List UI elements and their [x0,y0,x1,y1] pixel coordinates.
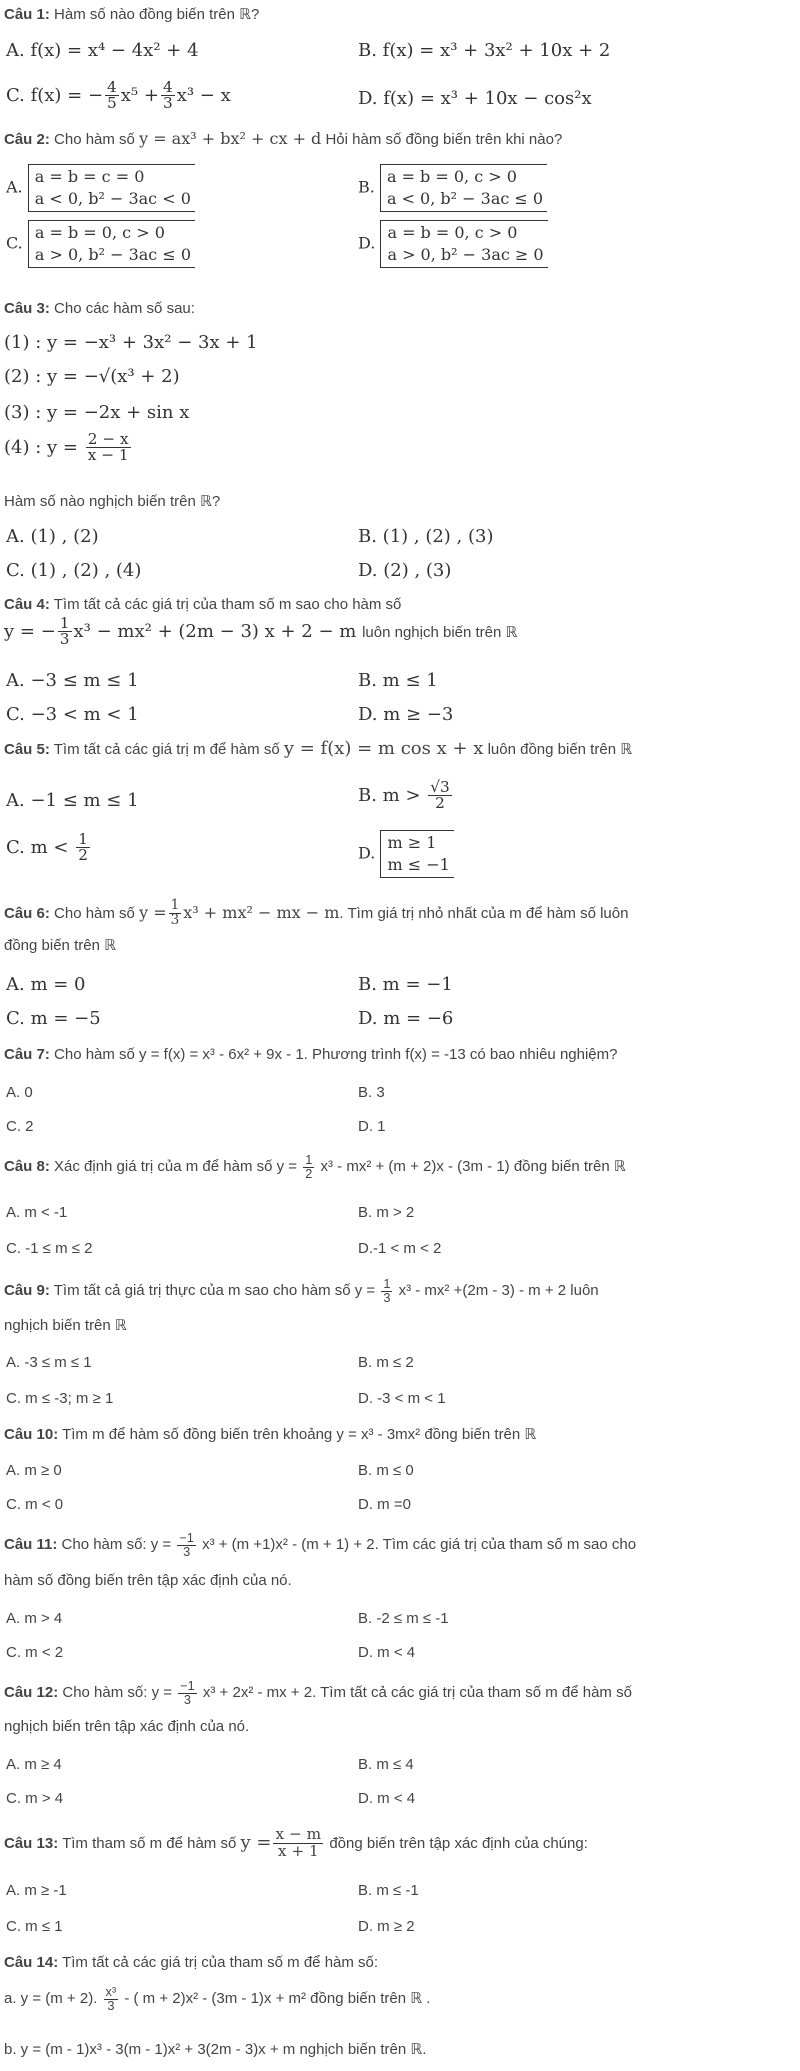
function-part: y = [240,1832,272,1853]
denominator: 3 [383,1289,391,1305]
question-7 [4,1044,792,1066]
option-c: C. −3 < m < 1 [6,704,139,725]
condition-line: a < 0, b² − 3ac < 0 [34,189,191,208]
fraction [178,1677,197,1707]
question-1 [4,4,792,26]
option-a: A. m < -1 [6,1204,68,1221]
option-b [358,780,454,812]
denominator: 3 [162,94,173,113]
option-b: B. f(x) = x³ + 3x² + 10x + 2 [358,40,611,61]
option-c: C. -1 ≤ m ≤ 2 [6,1240,93,1257]
option-a: A. f(x) = x⁴ − 4x² + 4 [6,40,199,61]
option-a [6,164,195,212]
function-expression [240,1825,326,1860]
option-c: C. (1) , (2) , (4) [6,560,142,581]
condition-line: m ≤ −1 [387,855,450,874]
denominator: 3 [183,1691,191,1707]
question-11 [4,1530,792,1560]
system-bracket [380,220,547,268]
option-b [358,164,547,212]
denominator: 2 [435,794,445,813]
option-a: A. −3 ≤ m ≤ 1 [6,670,139,691]
system-bracket [380,164,547,212]
question-label: Câu 1: [4,6,50,23]
system-bracket [28,164,195,212]
option-c: C. 2 [6,1118,34,1135]
option-d: D. m = −6 [358,1008,454,1029]
question-4 [4,594,792,616]
question-label: Câu 4: [4,596,50,613]
question-text: x³ - mx² + (m + 2)x - (3m - 1) đồng biến trên ℝ [320,1158,626,1175]
option-a: A. -3 ≤ m ≤ 1 [6,1354,92,1371]
function-expression: y = f(x) = m cos x + x [283,738,484,759]
option-prefix: B. [358,177,375,197]
sub-question-part: - ( m + 2)x² - (3m - 1)x + m² đồng biến trên ℝ . [124,1990,431,2007]
question-text: Hàm số nào đồng biến trên ℝ? [54,6,260,23]
question-text: x³ + (m +1)x² - (m + 1) + 2. Tìm các giá trị của tham số m sao cho [202,1536,637,1553]
question-text: Hỏi hàm số đồng biến trên khi nào? [325,131,563,148]
fraction [161,80,175,112]
question-text: Tìm tham số m để hàm số [62,1835,237,1852]
option-d: D. m ≥ 2 [358,1918,415,1935]
condition-line: a = b = c = 0 [34,167,145,186]
numerator: x − m [275,1825,322,1844]
function-expression [4,616,517,648]
sub-question-a [4,1982,430,2016]
fraction [76,832,90,864]
condition-line: a < 0, b² − 3ac ≤ 0 [386,189,544,208]
numerator: 1 [59,614,70,632]
numerator: 2 − x [87,430,129,448]
option-c [6,220,195,268]
option-c-part: C. f(x) = − [6,84,104,106]
denominator: 3 [107,1997,115,2013]
denominator: 2 [305,1165,313,1181]
option-c: C. m < 2 [6,1644,64,1661]
question-text: x³ + 2x² - mx + 2. Tìm tất cả các giá trị của tham số m để hàm số [202,1684,632,1701]
question-5 [4,738,792,761]
question-text: Tìm tất cả các giá trị của tham số m sao cho hàm số [53,596,402,613]
question-text: . Tìm giá trị nhỏ nhất của m để hàm số luôn [339,905,629,922]
question-text: Cho hàm số [54,905,135,922]
question-label: Câu 7: [4,1046,50,1063]
condition-line: a = b = 0, c > 0 [387,223,518,242]
question-10 [4,1424,792,1446]
function-3: (3) : y = −2x + sin x [4,402,190,423]
question-text: Cho hàm số: y = [62,1684,172,1701]
numerator: x³ [105,1983,117,1999]
option-d: D. m < 4 [358,1644,416,1661]
option-d [358,830,454,878]
option-a: A. m ≥ 4 [6,1756,62,1773]
numerator: 1 [170,897,180,914]
option-d: D.-1 < m < 2 [358,1240,442,1257]
question-label: Câu 10: [4,1426,59,1443]
function-2: (2) : y = −√(x³ + 2) [4,366,180,387]
denominator: 2 [78,846,88,865]
option-c: C. m > 4 [6,1790,64,1807]
system-bracket [28,220,195,268]
option-prefix: C. m < [6,836,69,858]
question-9 [4,1276,792,1306]
question-12 [4,1678,792,1708]
question-8 [4,1152,792,1182]
option-d: D. -3 < m < 1 [358,1390,446,1407]
option-d: D. m ≥ −3 [358,704,454,725]
fraction [177,1529,196,1559]
option-a: A. m = 0 [6,974,86,995]
numerator: 1 [78,830,88,848]
option-prefix: D. [358,843,376,863]
option-b: B. (1) , (2) , (3) [358,526,494,547]
question-label: Câu 14: [4,1954,59,1971]
option-c [6,832,92,864]
option-a: A. m ≥ -1 [6,1882,67,1899]
question-text-continued: hàm số đồng biến trên tập xác định của nó. [4,1572,292,1589]
option-prefix: A. [6,177,23,197]
option-a: A. 0 [6,1084,33,1101]
denominator: x + 1 [277,1841,319,1860]
option-a: A. m > 4 [6,1610,63,1627]
denominator: 3 [59,630,70,649]
question-text: đồng biến trên tập xác định của chúng: [329,1835,588,1852]
option-a: A. −1 ≤ m ≤ 1 [6,790,139,811]
option-b: B. m > 2 [358,1204,415,1221]
fraction [428,780,451,812]
question-label: Câu 6: [4,905,50,922]
fraction [169,899,182,927]
question-label: Câu 8: [4,1158,50,1175]
question-text: Tìm m để hàm số đồng biến trên khoảng y = x³ - 3mx² đồng biến trên ℝ [62,1426,537,1443]
condition-line: a > 0, b² − 3ac ≤ 0 [34,245,191,264]
option-a: A. m ≥ 0 [6,1462,62,1479]
option-b: B. m ≤ 0 [358,1462,414,1479]
question-2 [4,128,792,151]
option-c [6,80,231,112]
fraction [381,1275,392,1305]
denominator: 3 [170,912,180,928]
question-label: Câu 3: [4,300,50,317]
option-b: B. m ≤ 2 [358,1354,414,1371]
function-part: x³ + mx² − mx − m [183,903,340,922]
condition-line: m ≥ 1 [387,833,437,852]
fraction [303,1151,314,1181]
question-text: Cho hàm số [54,131,135,148]
denominator: 3 [183,1543,191,1559]
option-c: C. m = −5 [6,1008,101,1029]
question-text: Cho các hàm số sau: [54,300,195,317]
question-text-continued: đồng biến trên ℝ [4,937,116,954]
condition-line: a = b = 0, c > 0 [386,167,517,186]
question-text: Cho hàm số: y = [61,1536,172,1553]
option-d [358,220,548,268]
numerator: −1 [180,1677,195,1693]
function-expression [139,897,340,928]
option-b: B. m ≤ 4 [358,1756,414,1773]
function-4 [4,432,133,464]
fraction [104,1983,119,2013]
question-text-continued: nghịch biến trên tập xác định của nó. [4,1718,250,1735]
option-prefix: B. m > [358,784,421,806]
question-3 [4,298,792,320]
option-b: B. m ≤ -1 [358,1882,419,1899]
question-label: Câu 2: [4,131,50,148]
sub-question-b: b. y = (m - 1)x³ - 3(m - 1)x² + 3(2m - 3)x + m nghịch biến trên ℝ. [4,2041,427,2058]
question-text: x³ - mx² +(2m - 3) - m + 2 luôn [398,1282,599,1299]
function-part: y = − [4,620,56,642]
option-d: D. 1 [358,1118,386,1135]
fraction [58,616,72,648]
option-a: A. (1) , (2) [6,526,99,547]
condition-line: a > 0, b² − 3ac ≥ 0 [387,245,544,264]
option-b: B. -2 ≤ m ≤ -1 [358,1610,449,1627]
function-part: y = [139,903,167,922]
numerator: 1 [305,1151,313,1167]
option-prefix: C. [6,233,23,253]
question-label: Câu 13: [4,1835,59,1852]
question-text: luôn đồng biến trên ℝ [487,741,633,758]
question-label: Câu 9: [4,1282,50,1299]
option-d: D. m =0 [358,1496,411,1513]
option-prefix: D. [358,233,376,253]
system-bracket [380,830,453,878]
question-ask: Hàm số nào nghịch biến trên ℝ? [4,493,221,510]
numerator: √3 [430,778,450,796]
option-b: B. 3 [358,1084,385,1101]
question-text: Tìm tất cả giá trị thực của m sao cho hàm số y = [53,1282,376,1299]
question-text: Tìm tất cả các giá trị của tham số m để hàm số: [62,1954,379,1971]
numerator: 1 [383,1275,391,1291]
option-c: C. m < 0 [6,1496,64,1513]
question-14 [4,1952,792,1974]
option-c: C. m ≤ -3; m ≥ 1 [6,1390,114,1407]
option-d: D. f(x) = x³ + 10x − cos²x [358,88,592,109]
denominator: 5 [107,94,117,113]
function-part: x³ − mx² + (2m − 3) x + 2 − m [73,620,357,642]
condition-line: a = b = 0, c > 0 [34,223,165,242]
question-text: Xác định giá trị của m để hàm số y = [54,1158,298,1175]
option-b: B. m ≤ 1 [358,670,438,691]
question-text-continued: nghịch biến trên ℝ [4,1317,127,1334]
question-text: Tìm tất cả các giá trị m để hàm số [53,741,280,758]
function-prefix: (4) : y = [4,436,78,458]
function-expression: y = ax³ + bx² + cx + d [139,129,322,148]
numerator: −1 [179,1529,194,1545]
question-label: Câu 12: [4,1684,59,1701]
denominator: x − 1 [87,446,129,465]
function-1: (1) : y = −x³ + 3x² − 3x + 1 [4,332,258,353]
option-d: D. m < 4 [358,1790,416,1807]
sub-question-part: a. y = (m + 2). [4,1990,98,2007]
question-label: Câu 11: [4,1536,58,1553]
fraction [86,432,131,464]
question-text: Cho hàm số y = f(x) = x³ - 6x² + 9x - 1. Phương trình f(x) = -13 có bao nhiêu nghiệm? [54,1046,618,1063]
option-c-part: x³ − x [176,84,231,106]
question-13 [4,1826,792,1861]
fraction [273,1827,323,1859]
option-c: C. m ≤ 1 [6,1918,63,1935]
option-d: D. (2) , (3) [358,560,452,581]
fraction [105,80,119,112]
question-6 [4,898,792,929]
question-text: luôn nghịch biến trên ℝ [362,623,518,641]
numerator: 4 [107,78,117,96]
option-c-part: x⁵ + [120,84,159,106]
question-label: Câu 5: [4,741,50,758]
option-b: B. m = −1 [358,974,453,995]
numerator: 4 [162,78,173,96]
